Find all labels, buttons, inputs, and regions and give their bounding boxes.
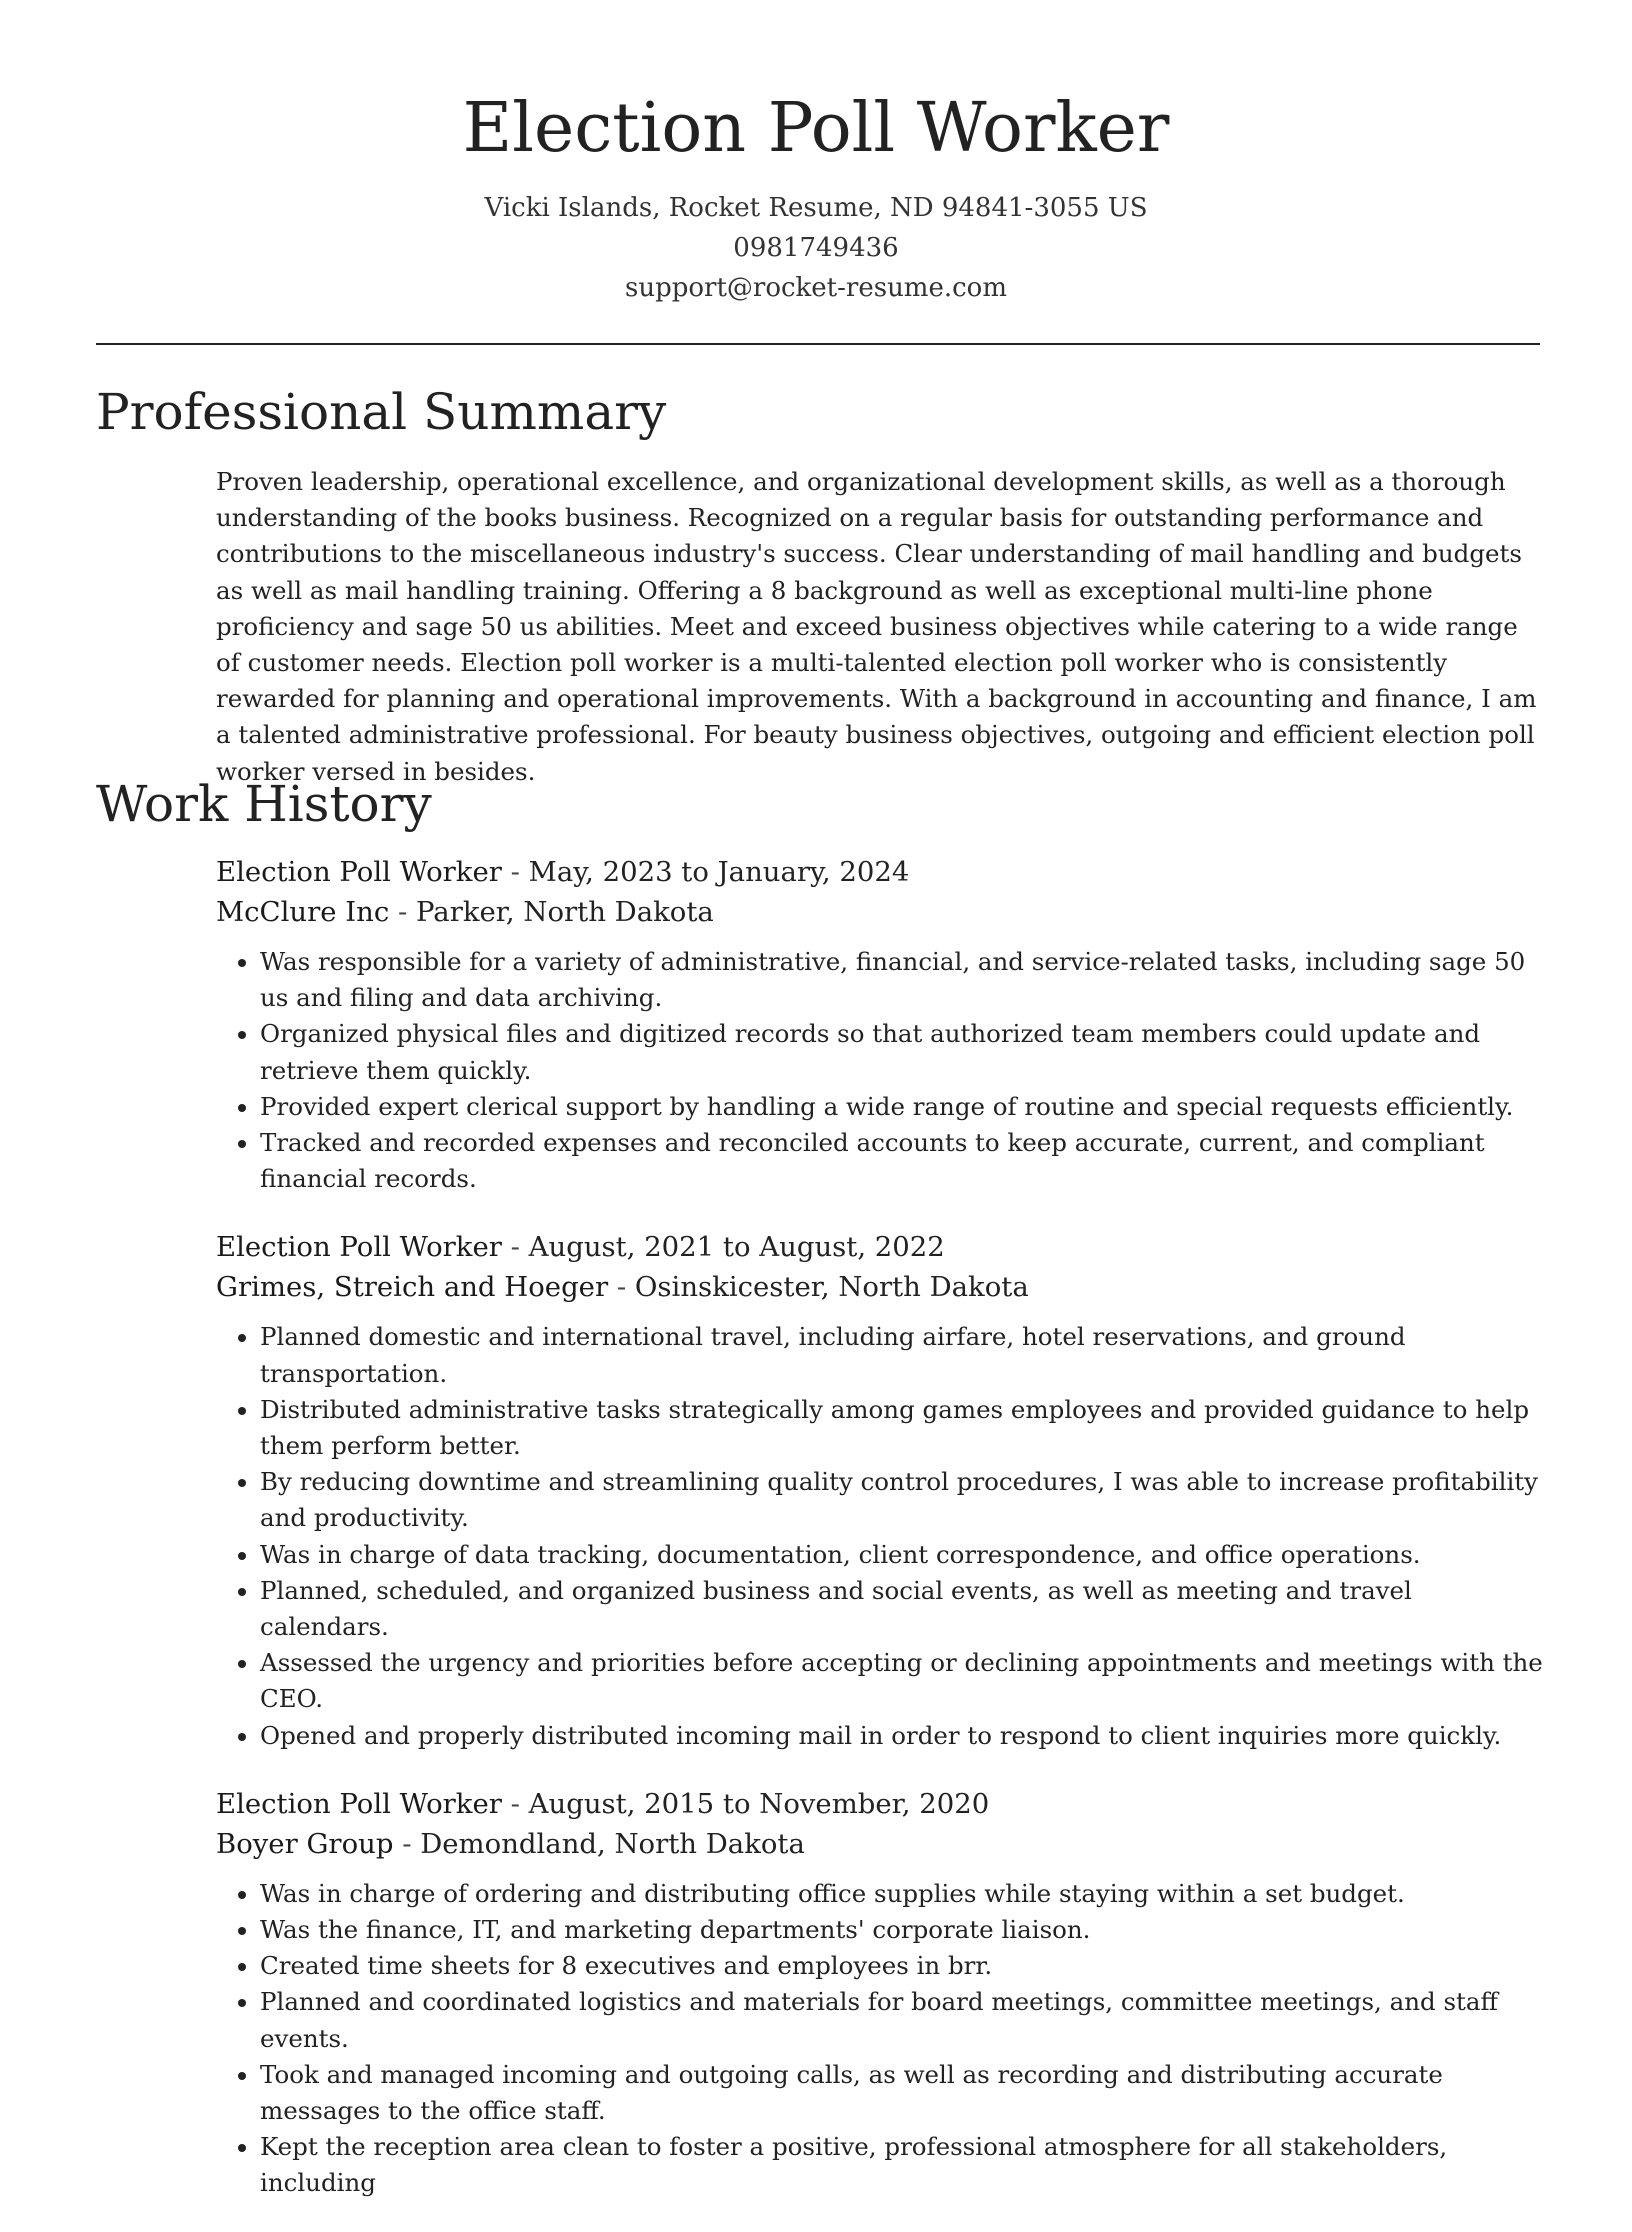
contact-address: Vicki Islands, Rocket Resume, ND 94841-3055 US bbox=[484, 193, 1148, 223]
header-divider bbox=[96, 343, 1540, 345]
job-company: Boyer Group bbox=[216, 1827, 394, 1860]
job-role: Election Poll Worker bbox=[216, 856, 502, 888]
job-company: Grimes, Streich and Hoeger bbox=[216, 1271, 609, 1304]
contact-info bbox=[0, 188, 1632, 308]
job-bullet: • Planned, scheduled, and organized business and social events, as well as meeting and travel calendars. bbox=[260, 1573, 1546, 1645]
separator: - bbox=[501, 1231, 529, 1264]
job-entry bbox=[216, 1784, 1546, 2202]
job-bullet: • Kept the reception area clean to foster a positive, professional atmosphere for all stakeholders, including bbox=[260, 2129, 1546, 2201]
separator: - bbox=[608, 1271, 635, 1304]
summary-heading: Professional Summary bbox=[96, 383, 667, 441]
job-location: Demondland, North Dakota bbox=[420, 1827, 805, 1860]
job-location: Osinskicester, North Dakota bbox=[634, 1271, 1029, 1304]
job-bullet: • Was in charge of ordering and distributing office supplies while staying within a set budget. bbox=[260, 1876, 1546, 1912]
job-bullets bbox=[216, 1319, 1546, 1753]
job-bullet: • Was in charge of data tracking, documentation, client correspondence, and office operations. bbox=[260, 1537, 1546, 1573]
job-title-line bbox=[216, 852, 1546, 892]
job-role: Election Poll Worker bbox=[216, 1231, 502, 1264]
job-role: Election Poll Worker bbox=[216, 1787, 502, 1820]
job-bullet: • Tracked and recorded expenses and reconciled accounts to keep accurate, current, and compliant financial records. bbox=[260, 1125, 1546, 1197]
job-bullet: • Planned domestic and international travel, including airfare, hotel reservations, and ground transportation. bbox=[260, 1319, 1546, 1391]
job-bullet: • Assessed the urgency and priorities before accepting or declining appointments and meetings with the CEO. bbox=[260, 1645, 1546, 1717]
separator: - bbox=[393, 1827, 421, 1860]
job-bullets bbox=[216, 944, 1546, 1197]
contact-phone: 0981749436 bbox=[733, 233, 899, 263]
job-title-line bbox=[216, 1784, 1546, 1824]
job-bullets bbox=[216, 1876, 1546, 2202]
job-bullet: • Planned and coordinated logistics and materials for board meetings, committee meetings, and staff events. bbox=[260, 1984, 1546, 2056]
job-bullet: • Took and managed incoming and outgoing calls, as well as recording and distributing accurate messages to the office staff. bbox=[260, 2057, 1546, 2129]
work-history-list bbox=[216, 852, 1546, 2232]
job-entry bbox=[216, 1227, 1546, 1753]
resume-header bbox=[0, 0, 1632, 308]
job-company: McClure Inc bbox=[216, 896, 390, 928]
job-company-line bbox=[216, 1267, 1546, 1307]
job-bullet: • Created time sheets for 8 executives and employees in brr. bbox=[260, 1948, 1546, 1984]
job-bullet: • Provided expert clerical support by handling a wide range of routine and special requests efficiently. bbox=[260, 1089, 1546, 1125]
job-bullet: • Opened and properly distributed incoming mail in order to respond to client inquiries more quickly. bbox=[260, 1718, 1546, 1754]
job-company-line bbox=[216, 1824, 1546, 1864]
job-bullet: • Was the finance, IT, and marketing departments' corporate liaison. bbox=[260, 1912, 1546, 1948]
separator: - bbox=[389, 896, 417, 928]
job-bullet: • Distributed administrative tasks strategically among games employees and provided guidance to help them perform better. bbox=[260, 1392, 1546, 1464]
job-location: Parker, North Dakota bbox=[416, 896, 714, 928]
job-dates: May, 2023 to January, 2024 bbox=[528, 856, 910, 888]
job-bullet: • Was responsible for a variety of administrative, financial, and service-related tasks, including sage 50 us and filing and data archiving. bbox=[260, 944, 1546, 1016]
job-bullet: • Organized physical files and digitized records so that authorized team members could update and retrieve them quickly. bbox=[260, 1016, 1546, 1088]
separator: - bbox=[501, 1787, 529, 1820]
job-company-line bbox=[216, 892, 1546, 932]
job-bullet: • By reducing downtime and streamlining quality control procedures, I was able to increase profitability and productivity. bbox=[260, 1464, 1546, 1536]
summary-text: Proven leadership, operational excellence, and organizational development skills, as well as a thorough understanding of the books business. Recognized on a regular basis for outstanding performance and contributions to the miscellaneous industry's success. Clear understanding of mail handling and budgets as well as mail handling training. Offering a 8 background as well as exceptional multi-line phone proficiency and sage 50 us abilities. Meet and exceed business objectives while catering to a wide range of customer needs. Election poll worker is a multi-talented election poll worker who is consistently rewarded for planning and operational improvements. With a background in accounting and finance, I am a talented administrative professional. For beauty business objectives, outgoing and efficient election poll worker versed in besides. bbox=[216, 467, 1537, 786]
work-history-heading: Work History bbox=[96, 775, 432, 833]
job-title-line bbox=[216, 1227, 1546, 1267]
separator: - bbox=[501, 856, 529, 888]
job-entry bbox=[216, 852, 1546, 1197]
candidate-name: Election Poll Worker bbox=[462, 89, 1170, 168]
job-dates: August, 2015 to November, 2020 bbox=[528, 1787, 990, 1820]
contact-email: support@rocket-resume.com bbox=[624, 273, 1007, 303]
job-dates: August, 2021 to August, 2022 bbox=[528, 1231, 945, 1264]
